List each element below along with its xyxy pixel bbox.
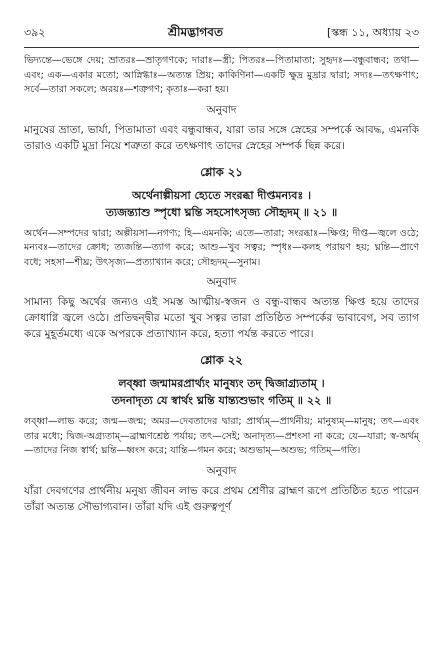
word-meanings-22: লব্ধ্বা—লাভ করে; জন্ম—জন্ম; অমর—দেবতাদের দ্বারা; প্রার্থ্যম্—প্রার্থনীয়; মানুষ্যম্—মানুষ; তৎ—এবং তার মধ্যে; দ্বিজ-অগ্র্যতাম্—ব্রাহ্মণশ্রেষ্ঠ পর্যায়; তৎ—সেই; অনাদৃত্য—প্রশংসা না করে; যে—যারা; স্ব-অর্থম্—তাদের নিজ স্বার্থ; ঘ্নন্তি—ধ্বংস করে; যান্তি—গমন করে; অশুভাম্—অশুভ; গতিম্—গতি। bbox=[24, 416, 419, 456]
verse-heading-22: শ্লোক ২২ bbox=[200, 353, 243, 367]
chapter-reference: [স্কন্ধ ১১, অধ্যায় ২৩ bbox=[326, 26, 419, 39]
verse-22-line-2: তদনাদৃত্য যে স্বার্থং ঘ্নন্তি যান্ত্যশুভাং গতিম্ ॥ ২২ ॥ bbox=[111, 394, 332, 407]
verse-21-line-1: অর্থেনাল্পীয়সা হ্যেতে সংরব্ধা দীপ্তমন্যবঃ । bbox=[131, 188, 312, 202]
book-title: শ্রীমদ্ভাগবত bbox=[167, 25, 223, 39]
translation-22: যাঁরা দেবগণের প্রার্থনীয় মনুষ্য জীবন লাভ করে প্রথম শ্রেণীর ব্রাহ্মণ রূপে প্রতিষ্ঠিত হতে পারেন তাঁরা অত্যন্ত সৌভাগ্যবান। তাঁরা যদি এই গুরুত্বপূর্ণ bbox=[24, 484, 419, 513]
verse-heading-21: শ্লোক ২১ bbox=[200, 164, 243, 179]
verse-21 bbox=[24, 187, 419, 221]
page-header bbox=[24, 24, 419, 48]
verse-21-line-2: ত্যজন্ত্যাশু স্পৃধো ঘ্নন্তি সহসোৎসৃজ্য সৌহৃদম্ ॥ ২১ ॥ bbox=[105, 205, 338, 219]
page-number: ৩৯২ bbox=[24, 26, 46, 39]
translation-heading-21: অনুবাদ bbox=[206, 276, 237, 288]
verse-22 bbox=[24, 375, 419, 409]
translation-heading-22: অনুবাদ bbox=[206, 464, 237, 477]
translation-20: মানুষের ভ্রাতা, ভার্যা, পিতামাতা এবং বন্ধুবান্ধব, যারা তার সঙ্গে স্নেহের সম্পর্কে আবদ্ধ, এমনকি তারাও একটি মুদ্রা নিয়ে শত্রুতা করে তৎক্ষণাৎ তাদের স্নেহের সম্পর্ক ছিন্ন করে। bbox=[24, 123, 419, 152]
verse-22-line-1: লব্ধ্বা জন্মামরপ্রার্থ্যং মানুষ্যং তদ্ দ্বিজাগ্র্যতাম্ । bbox=[118, 377, 325, 390]
word-meanings-21: অর্থেন—সম্পদের দ্বারা; অল্পীয়সা—নগণ্য; হি—এমনকি; এতে—তারা; সংরব্ধাঃ—ক্ষিপ্ত; দীপ্ত—জ্বলে ওঠে; মন্যবঃ—তাদের ক্রোধ; ত্যজন্তি—ত্যাগ করে; আশু—খুব সত্বর; স্পৃধঃ—কলহ পরায়ণ হয়; ঘ্নন্তি—প্রাণে বধে; সহসা—শীঘ্র; উৎসৃজ্য—প্রত্যাখ্যান করে; সৌহৃদম্—সুনাম। bbox=[24, 227, 419, 268]
translation-21: সামান্য কিছু অর্থের জন্যও এই সমস্ত আত্মীয়-স্বজন ও বন্ধু-বান্ধব অত্যন্ত ক্ষিপ্ত হয়ে তাদের ক্রোধাগ্নি জ্বলে ওঠে। প্রতিদ্বন্দ্বীর মতো খুব সত্বর তারা প্রতিষ্ঠিত সম্পর্কের ভাবাবেগ, সব ত্যাগ করে মুহূর্তমধ্যে একে অপরকে প্রত্যাখ্যান করে, হত্যা পর্যন্ত করতে পারে। bbox=[24, 296, 419, 340]
translation-heading-20: অনুবাদ bbox=[206, 103, 237, 116]
book-page bbox=[24, 24, 419, 515]
word-meanings-20: ভিদ্যন্তে—ভেঙ্গে দেয়; ভ্রাতরঃ—ভ্রাতৃগণকে; দারাঃ—স্ত্রী; পিতরঃ—পিতামাতা; সুহৃদঃ—বন্ধুবান্ধব; তথা—এবং; এক—একার মতো; আস্নিগ্ধাঃ—অত্যন্ত প্রিয়; কাকিণিনা—একটি ক্ষুদ্র মুদ্রার দ্বারা; সদ্যঃ—তৎক্ষণাৎ; সর্বে—তারা সকলে; অরয়ঃ—শত্রুগণ; কৃতাঃ—করা হয়। bbox=[24, 55, 419, 95]
